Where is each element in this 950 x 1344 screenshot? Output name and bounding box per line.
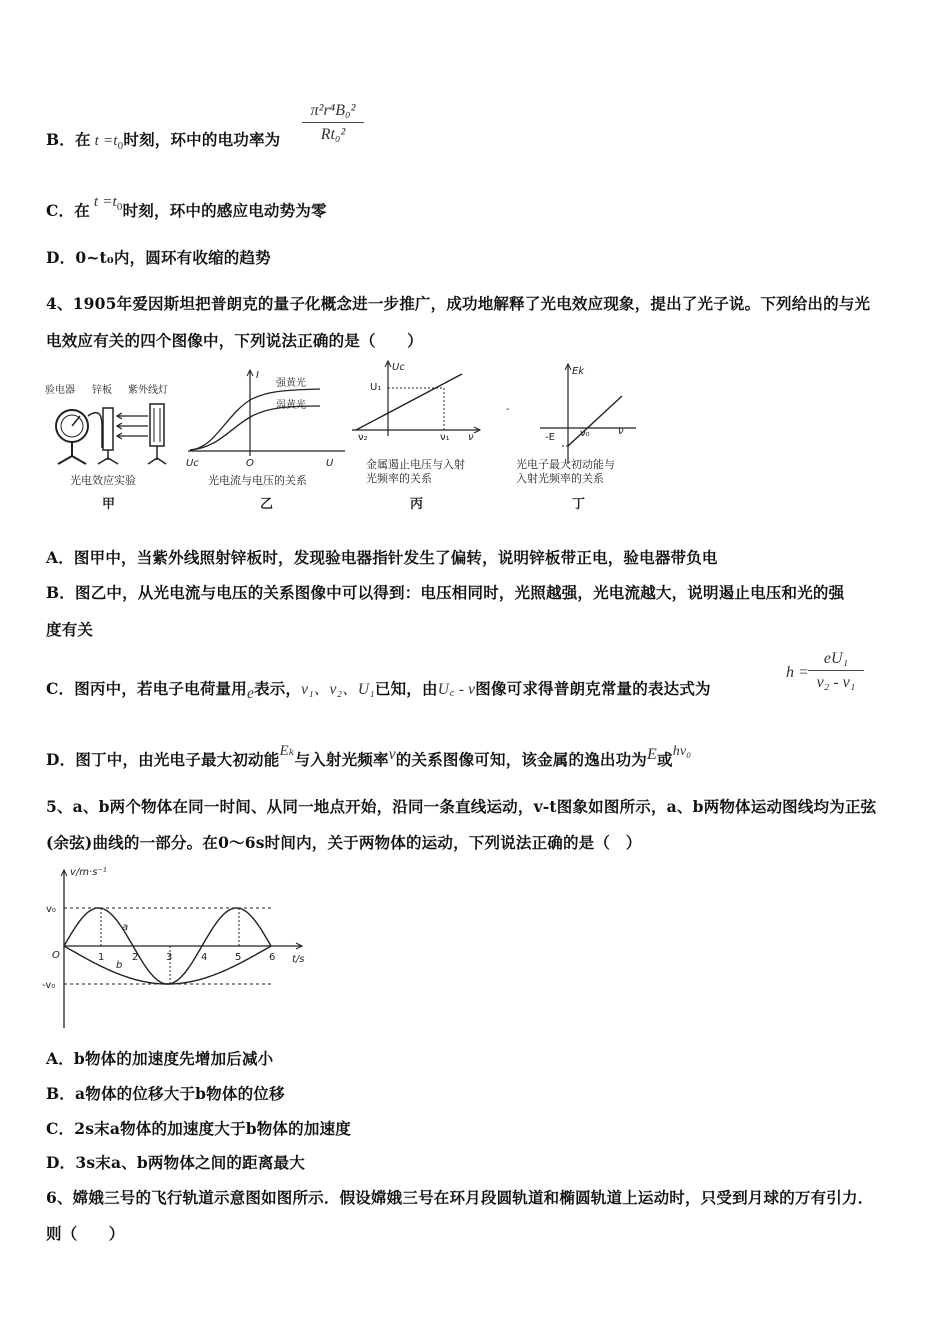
connecting-wire-icon [88,413,102,448]
q5-tick-4: 4 [201,952,208,963]
caption-bing-2: 光频率的关系 [366,472,432,485]
yi-axis-i: I [256,370,259,381]
q4-c-mid2: 已知，由 [374,679,438,698]
caption-ding-1: 光电子最大初动能与 [516,458,615,471]
caption-jia: 光电效应实验 [70,474,136,487]
yi-weak-curve [190,406,320,450]
q6-stem-line2: 则（ ） [46,1224,125,1243]
q4-d-mid: 与入射光频率 [294,750,389,769]
figure-ding [516,364,636,512]
q6-stem-line1: 6、嫦娥三号的飞行轨道示意图如图所示．假设嫦娥三号在环月段圆轨道和椭圆轨道上运动时，只受到月球的万有引力． [46,1188,874,1207]
q5-option-c: C．2s末a物体的加速度大于b物体的加速度 [46,1119,351,1138]
electroscope-needle-icon [72,416,80,426]
q5-tick-5: 5 [235,952,242,963]
label-uv-lamp: 紫外线灯 [128,385,168,396]
figure-jia [45,383,168,512]
q4-c-h-fraction [808,650,864,692]
q4-stem-line2: 电效应有关的四个图像中，下列说法正确的是（ ） [46,331,423,350]
q4-d-suffix: 的关系图像可知，该金属的逸出功为 [395,750,647,769]
yi-u-label: U [326,458,334,469]
yi-strong-label: 强黄光 [276,378,306,389]
q4-c-vars: ν₁、ν₂、U₁ [301,681,375,698]
q4-c-h-denominator: ν₂ - ν₁ [816,674,856,691]
ding-v-label: ν [618,426,624,437]
q5-a-label: a [122,922,129,933]
q3-c-prefix: C．在 [46,201,90,220]
caption-yi: 光电流与电压的关系 [208,474,307,487]
figure-bing [352,361,480,512]
q5-ylabel: v/m·s⁻¹ [70,867,107,878]
q3-c-time-sub: 0 [116,201,123,213]
caption-ding-2: 入射光频率的关系 [516,472,604,485]
q5-stem-line1: 5、a、b两个物体在同一时间、从同一地点开始，沿同一条直线运动，v-t图象如图所示，a、b两物体运动图线均为正弦 [46,797,877,816]
q3-b-prefix: B．在 [46,130,91,149]
q4-d-or: 或 [656,750,673,769]
bing-u1-label: U₁ [370,382,382,393]
uv-rays-icon [117,413,148,439]
q4-c-mid1: 表示， [254,679,302,698]
bing-v1-label: ν₁ [440,432,450,443]
tag-yi: 乙 [260,497,274,512]
q5-origin-label: O [52,950,60,961]
q4-option-d [46,743,692,770]
q5-option-b: B．a物体的位移大于b物体的位移 [46,1084,285,1103]
q4-figures [40,356,660,516]
q4-d-prefix: D．图丁中，由光电子最大初动能 [46,750,280,769]
yi-uc-label: Uc [186,458,199,469]
stray-mark: - [506,404,510,415]
q3-b-time-var: t =t [94,133,118,149]
q4-stem-line1: 4、1905年爱因斯坦把普朗克的量子化概念进一步推广，成功地解释了光电效应现象，提出了光子说。下列给出的与光 [46,294,871,313]
q4-c-uv: U꜀ - ν [437,681,476,698]
uv-lamp-icon [150,404,164,446]
q5-vt-graph [40,860,320,1030]
q4-c-h-numerator: eU₁ [808,650,864,671]
q3-b-power-fraction [302,102,364,144]
q5-tick-2: 2 [132,952,139,963]
q3-option-c [46,194,327,223]
q4-d-e-var: E [647,746,657,763]
q4-c-prefix: C．图丙中，若电子电荷量用 [46,679,247,698]
label-electroscope: 验电器 [45,385,75,396]
label-zinc-plate: 锌板 [92,385,112,396]
q3-b-suffix: 时刻，环中的电功率为 [123,130,281,149]
tag-jia: 甲 [102,497,116,512]
ding-neg-e-label: -E [545,432,555,443]
q3-option-d: D．0~t₀内，圆环有收缩的趋势 [46,248,271,267]
q5-tick-labels [98,952,275,963]
zinc-plate-icon [103,408,113,450]
bing-v-label: ν [468,432,474,443]
q5-tick-1: 1 [98,952,105,963]
q3-c-time-var: t =t [93,194,117,210]
tag-bing: 丙 [410,497,424,512]
q5-tick-3: 3 [166,952,173,963]
q4-d-hv-var: hν₀ [672,744,692,759]
ding-line [568,396,622,446]
ding-v0-label: ν₀ [580,428,590,439]
bing-uc-label: Uc [392,362,405,373]
q5-stem-line2: (余弦)曲线的一部分。在0～6s时间内，关于两物体的运动，下列说法正确的是（ ） [46,833,642,852]
q4-c-h-symbol: h = [786,664,809,681]
q3-b-time-sub: 0 [117,140,124,152]
q4-d-ek-var: Eₖ [279,743,295,759]
yi-origin-label: O [246,458,254,469]
q4-d-v-var: ν [388,746,396,763]
q5-option-d: D．3s末a、b两物体之间的距离最大 [46,1153,305,1172]
q4-c-e-var: e [246,685,255,702]
figure-yi [186,370,345,512]
q3-b-numerator: π²r⁴B₀² [302,102,364,123]
caption-bing-1: 金属遏止电压与入射 [366,458,465,471]
q5-b-label: b [116,960,123,971]
electroscope-stand-icon [58,456,86,464]
q4-option-b-line2: 度有关 [46,620,94,639]
q5-tick-6: 6 [269,952,276,963]
q4-option-a: A．图甲中，当紫外线照射锌板时，发现验电器指针发生了偏转，说明锌板带正电，验电器带负电 [46,548,718,567]
q3-b-denominator: Rt₀² [320,126,346,143]
q5-v0-label: v₀ [46,904,56,915]
q3-c-suffix: 时刻，环中的感应电动势为零 [122,201,327,220]
bing-v2-label: ν₂ [358,432,368,443]
ding-ek-label: Ek [572,366,585,377]
q5-xlabel: t/s [292,954,305,965]
q4-c-suffix: 图像可求得普朗克常量的表达式为 [475,679,711,698]
q5-neg-v0-label: -v₀ [42,980,56,991]
yi-weak-label: 弱黄光 [276,400,306,411]
yi-strong-curve [190,389,320,450]
tag-ding: 丁 [572,497,586,512]
q4-option-c [46,677,711,702]
q3-option-b [46,128,280,152]
q4-option-b-line1: B．图乙中，从光电流与电压的关系图像中可以得到：电压相同时，光照越强，光电流越大，说明遏止电压和光的强 [46,583,845,602]
q5-option-a: A．b物体的加速度先增加后减小 [46,1049,274,1068]
